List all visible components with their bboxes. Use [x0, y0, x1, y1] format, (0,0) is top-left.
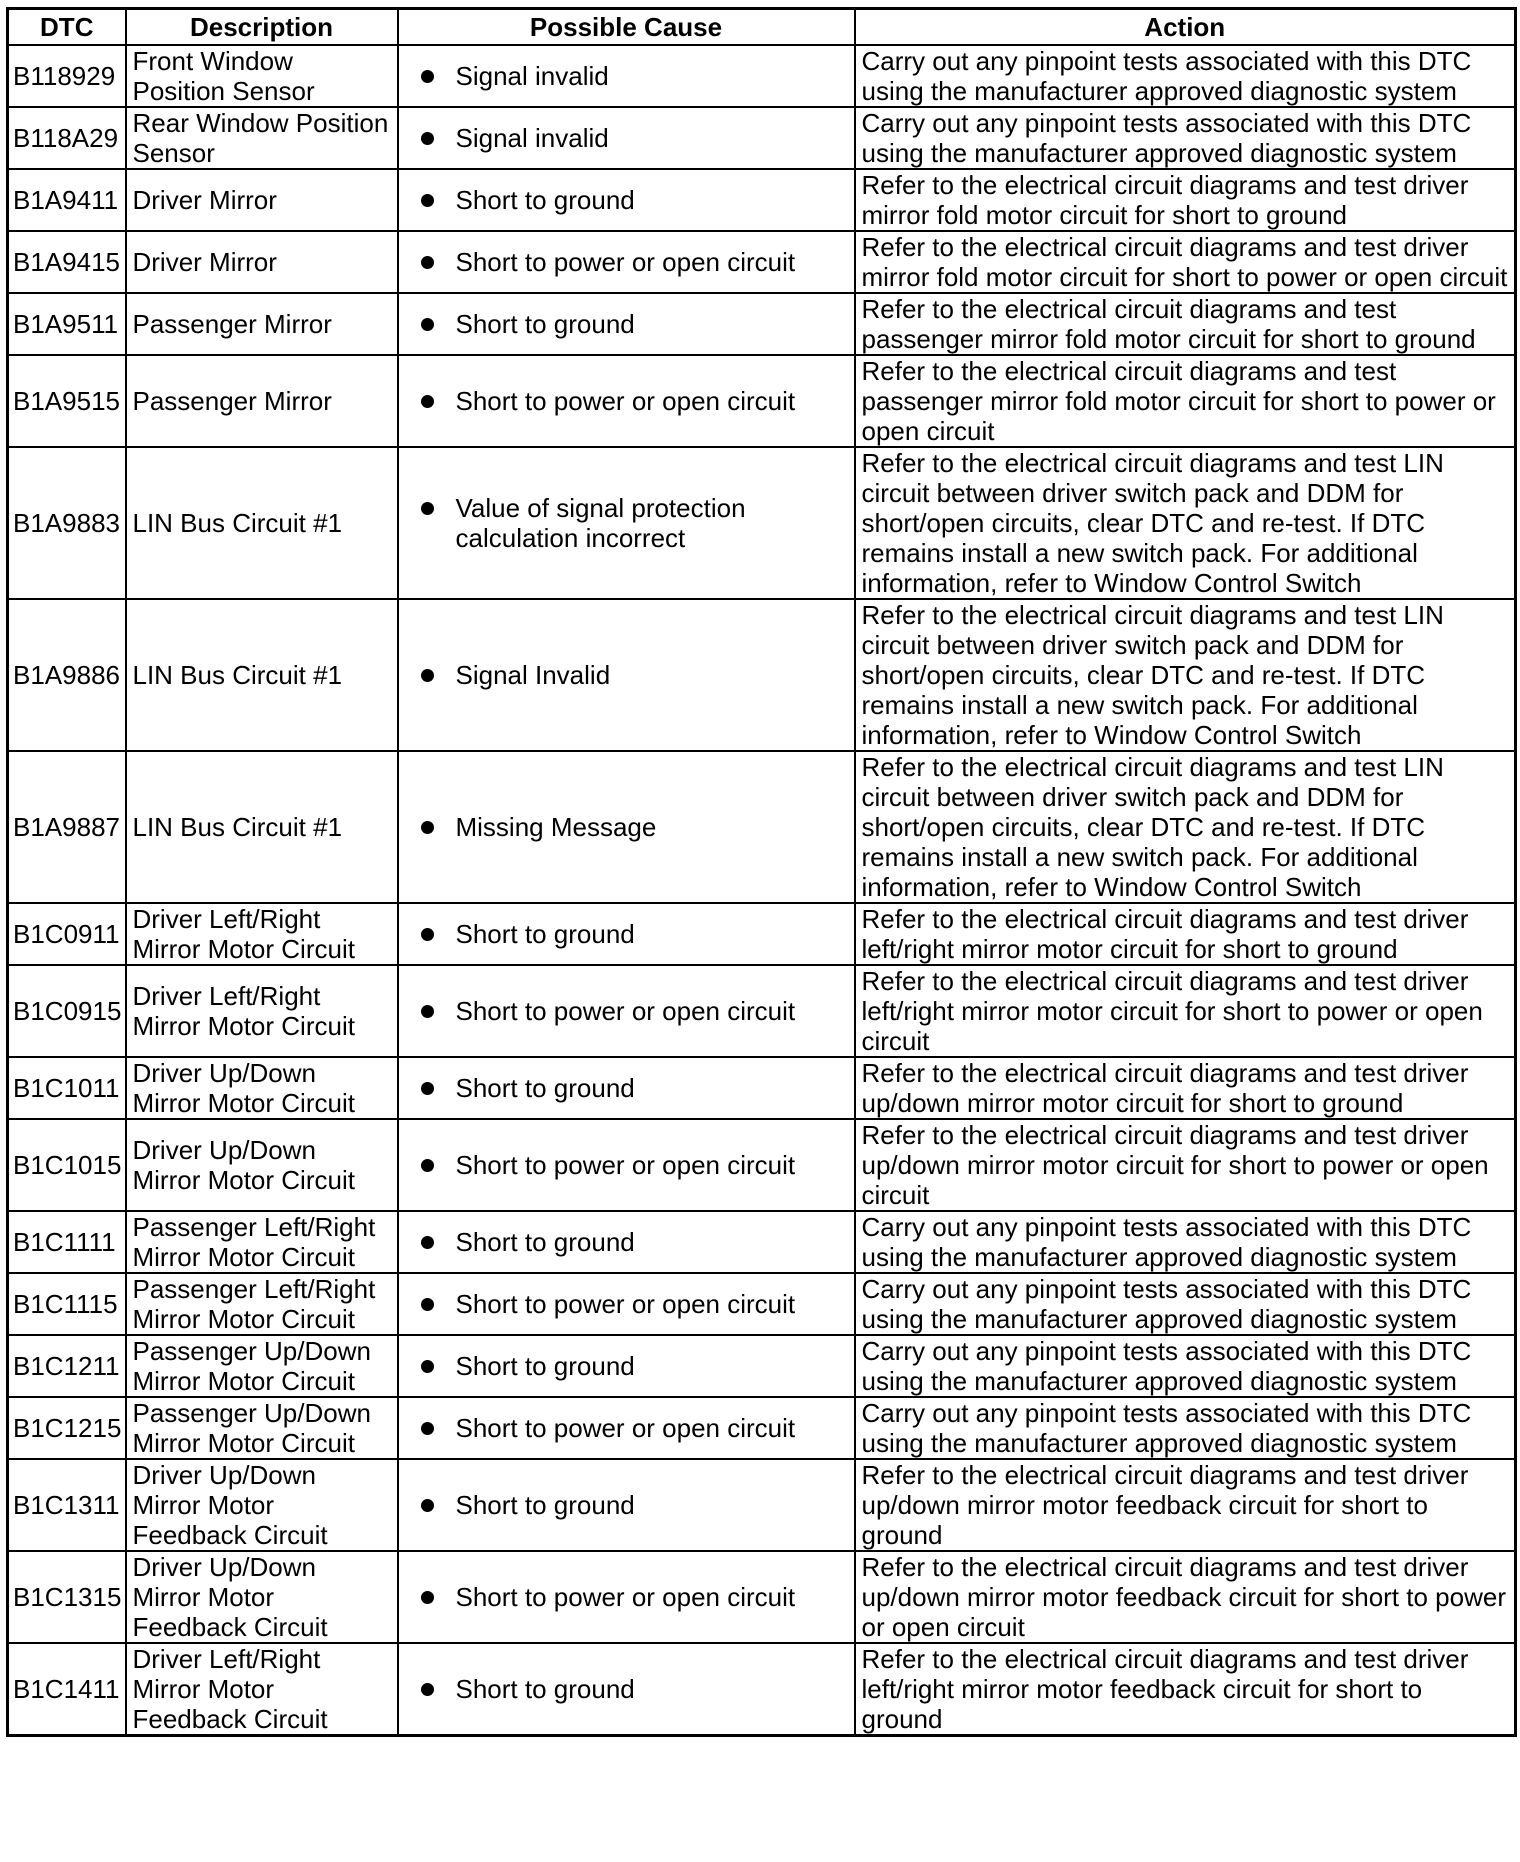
dtc-description: Driver Mirror — [126, 231, 398, 293]
table-row — [8, 45, 1516, 107]
dtc-action: Carry out any pinpoint tests associated with this DTC using the manufacturer approved diagnostic system — [855, 1397, 1516, 1459]
dtc-code: B1A9883 — [8, 447, 126, 599]
cause-bullet-item — [421, 1351, 848, 1381]
possible-cause-text: Short to power or open circuit — [455, 1150, 796, 1180]
table-row — [8, 1211, 1516, 1273]
dtc-code: B1A9415 — [8, 231, 126, 293]
possible-cause-cell — [398, 293, 855, 355]
bullet-icon — [421, 1683, 434, 1696]
cause-bullet-item — [421, 386, 848, 416]
possible-cause-cell — [398, 1119, 855, 1211]
possible-cause-cell — [398, 1273, 855, 1335]
possible-cause-cell — [398, 355, 855, 447]
dtc-action: Carry out any pinpoint tests associated with this DTC using the manufacturer approved diagnostic system — [855, 1273, 1516, 1335]
table-row — [8, 447, 1516, 599]
dtc-code: B1A9515 — [8, 355, 126, 447]
table-row — [8, 1643, 1516, 1736]
dtc-action: Refer to the electrical circuit diagrams and test driver up/down mirror motor feedback circuit for short to ground — [855, 1459, 1516, 1551]
table-row — [8, 169, 1516, 231]
cause-bullet-item — [421, 1150, 848, 1180]
possible-cause-cell — [398, 1335, 855, 1397]
dtc-action: Carry out any pinpoint tests associated with this DTC using the manufacturer approved diagnostic system — [855, 1335, 1516, 1397]
table-row — [8, 1057, 1516, 1119]
dtc-action: Refer to the electrical circuit diagrams and test passenger mirror fold motor circuit for short to ground — [855, 293, 1516, 355]
table-header-row — [8, 9, 1516, 46]
possible-cause-text: Short to ground — [455, 1351, 635, 1381]
dtc-description: Passenger Mirror — [126, 355, 398, 447]
table-row — [8, 751, 1516, 903]
cause-bullet-item — [421, 996, 848, 1026]
bullet-icon — [421, 194, 434, 207]
cause-bullet-item — [421, 919, 848, 949]
bullet-icon — [421, 928, 434, 941]
cause-bullet-item — [421, 1413, 848, 1443]
possible-cause-text: Short to ground — [455, 1490, 635, 1520]
dtc-code: B118929 — [8, 45, 126, 107]
dtc-action: Refer to the electrical circuit diagrams and test driver left/right mirror motor feedback circuit for short to ground — [855, 1643, 1516, 1736]
dtc-table-container — [6, 7, 1517, 1737]
bullet-icon — [421, 1591, 434, 1604]
dtc-table — [6, 7, 1517, 1737]
possible-cause-text: Missing Message — [455, 812, 657, 842]
possible-cause-text: Short to power or open circuit — [455, 247, 796, 277]
dtc-code: B1A9887 — [8, 751, 126, 903]
cause-bullet-item — [421, 660, 848, 690]
possible-cause-text: Signal invalid — [455, 123, 609, 153]
possible-cause-cell — [398, 1551, 855, 1643]
possible-cause-cell — [398, 447, 855, 599]
table-row — [8, 1273, 1516, 1335]
dtc-action: Refer to the electrical circuit diagrams and test driver mirror fold motor circuit for short to power or open circuit — [855, 231, 1516, 293]
dtc-description: Driver Left/Right Mirror Motor Feedback Circuit — [126, 1643, 398, 1736]
possible-cause-cell — [398, 45, 855, 107]
bullet-icon — [421, 1422, 434, 1435]
dtc-action: Carry out any pinpoint tests associated with this DTC using the manufacturer approved diagnostic system — [855, 1211, 1516, 1273]
dtc-description: Front Window Position Sensor — [126, 45, 398, 107]
bullet-icon — [421, 1005, 434, 1018]
cause-bullet-item — [421, 1674, 848, 1704]
dtc-description: Driver Up/Down Mirror Motor Feedback Circuit — [126, 1551, 398, 1643]
bullet-icon — [421, 821, 434, 834]
dtc-code: B1C1211 — [8, 1335, 126, 1397]
bullet-icon — [421, 1236, 434, 1249]
cause-bullet-item — [421, 247, 848, 277]
dtc-description: Driver Up/Down Mirror Motor Feedback Circuit — [126, 1459, 398, 1551]
possible-cause-text: Short to ground — [455, 309, 635, 339]
dtc-description: Passenger Left/Right Mirror Motor Circuit — [126, 1273, 398, 1335]
possible-cause-text: Short to power or open circuit — [455, 1582, 796, 1612]
dtc-code: B1C1311 — [8, 1459, 126, 1551]
cause-bullet-item — [421, 493, 848, 553]
dtc-action: Refer to the electrical circuit diagrams and test driver up/down mirror motor feedback circuit for short to power or open circuit — [855, 1551, 1516, 1643]
bullet-icon — [421, 70, 434, 83]
dtc-code: B1A9886 — [8, 599, 126, 751]
header-action: Action — [855, 9, 1516, 46]
dtc-description: Driver Left/Right Mirror Motor Circuit — [126, 903, 398, 965]
possible-cause-text: Short to power or open circuit — [455, 1289, 796, 1319]
cause-bullet-item — [421, 61, 848, 91]
dtc-description: LIN Bus Circuit #1 — [126, 447, 398, 599]
cause-bullet-item — [421, 123, 848, 153]
dtc-description: LIN Bus Circuit #1 — [126, 751, 398, 903]
dtc-code: B1A9511 — [8, 293, 126, 355]
dtc-action: Carry out any pinpoint tests associated with this DTC using the manufacturer approved diagnostic system — [855, 45, 1516, 107]
cause-bullet-item — [421, 812, 848, 842]
dtc-action: Refer to the electrical circuit diagrams and test driver left/right mirror motor circuit for short to ground — [855, 903, 1516, 965]
dtc-action: Refer to the electrical circuit diagrams and test LIN circuit between driver switch pack and DDM for short/open circuits, clear DTC and re-test. If DTC remains install a new switch pack. For additional information, refer to Window Control Switch — [855, 447, 1516, 599]
bullet-icon — [421, 318, 434, 331]
possible-cause-text: Short to ground — [455, 919, 635, 949]
dtc-action: Refer to the electrical circuit diagrams and test driver left/right mirror motor circuit for short to power or open circuit — [855, 965, 1516, 1057]
table-row — [8, 1551, 1516, 1643]
dtc-code: B1C0911 — [8, 903, 126, 965]
dtc-code: B118A29 — [8, 107, 126, 169]
possible-cause-cell — [398, 965, 855, 1057]
header-description: Description — [126, 9, 398, 46]
dtc-action: Refer to the electrical circuit diagrams and test LIN circuit between driver switch pack and DDM for short/open circuits, clear DTC and re-test. If DTC remains install a new switch pack. For additional information, refer to Window Control Switch — [855, 599, 1516, 751]
possible-cause-text: Short to ground — [455, 185, 635, 215]
table-row — [8, 107, 1516, 169]
dtc-code: B1C1111 — [8, 1211, 126, 1273]
possible-cause-text: Short to power or open circuit — [455, 386, 796, 416]
table-row — [8, 599, 1516, 751]
bullet-icon — [421, 1159, 434, 1172]
bullet-icon — [421, 1360, 434, 1373]
cause-bullet-item — [421, 1582, 848, 1612]
table-row — [8, 1119, 1516, 1211]
possible-cause-cell — [398, 599, 855, 751]
possible-cause-text: Value of signal protection calculation incorrect — [455, 493, 746, 553]
dtc-code: B1C0915 — [8, 965, 126, 1057]
dtc-description: Driver Up/Down Mirror Motor Circuit — [126, 1057, 398, 1119]
header-possible-cause: Possible Cause — [398, 9, 855, 46]
dtc-code: B1C1215 — [8, 1397, 126, 1459]
dtc-action: Refer to the electrical circuit diagrams and test passenger mirror fold motor circuit for short to power or open circuit — [855, 355, 1516, 447]
possible-cause-text: Short to ground — [455, 1227, 635, 1257]
bullet-icon — [421, 502, 434, 515]
dtc-action: Carry out any pinpoint tests associated with this DTC using the manufacturer approved diagnostic system — [855, 107, 1516, 169]
dtc-action: Refer to the electrical circuit diagrams and test driver up/down mirror motor circuit for short to power or open circuit — [855, 1119, 1516, 1211]
possible-cause-text: Short to ground — [455, 1674, 635, 1704]
possible-cause-text: Signal invalid — [455, 61, 609, 91]
dtc-description: LIN Bus Circuit #1 — [126, 599, 398, 751]
possible-cause-cell — [398, 751, 855, 903]
bullet-icon — [421, 1082, 434, 1095]
possible-cause-cell — [398, 107, 855, 169]
cause-bullet-item — [421, 1227, 848, 1257]
bullet-icon — [421, 395, 434, 408]
dtc-action: Refer to the electrical circuit diagrams and test driver mirror fold motor circuit for short to ground — [855, 169, 1516, 231]
bullet-icon — [421, 1499, 434, 1512]
bullet-icon — [421, 256, 434, 269]
dtc-description: Passenger Up/Down Mirror Motor Circuit — [126, 1335, 398, 1397]
possible-cause-cell — [398, 1057, 855, 1119]
header-dtc: DTC — [8, 9, 126, 46]
table-row — [8, 231, 1516, 293]
cause-bullet-item — [421, 1289, 848, 1319]
bullet-icon — [421, 669, 434, 682]
cause-bullet-item — [421, 1073, 848, 1103]
dtc-description: Driver Up/Down Mirror Motor Circuit — [126, 1119, 398, 1211]
possible-cause-cell — [398, 903, 855, 965]
table-row — [8, 903, 1516, 965]
bullet-icon — [421, 1298, 434, 1311]
cause-bullet-item — [421, 309, 848, 339]
possible-cause-text: Signal Invalid — [455, 660, 611, 690]
possible-cause-cell — [398, 1211, 855, 1273]
possible-cause-text: Short to power or open circuit — [455, 996, 796, 1026]
table-row — [8, 1397, 1516, 1459]
dtc-code: B1C1115 — [8, 1273, 126, 1335]
dtc-code: B1A9411 — [8, 169, 126, 231]
cause-bullet-item — [421, 185, 848, 215]
table-row — [8, 965, 1516, 1057]
dtc-description: Driver Mirror — [126, 169, 398, 231]
possible-cause-text: Short to power or open circuit — [455, 1413, 796, 1443]
possible-cause-text: Short to ground — [455, 1073, 635, 1103]
dtc-code: B1C1015 — [8, 1119, 126, 1211]
dtc-action: Refer to the electrical circuit diagrams and test driver up/down mirror motor circuit for short to ground — [855, 1057, 1516, 1119]
table-body — [8, 45, 1516, 1736]
dtc-description: Passenger Up/Down Mirror Motor Circuit — [126, 1397, 398, 1459]
dtc-description: Driver Left/Right Mirror Motor Circuit — [126, 965, 398, 1057]
dtc-description: Rear Window Position Sensor — [126, 107, 398, 169]
table-row — [8, 293, 1516, 355]
table-row — [8, 355, 1516, 447]
bullet-icon — [421, 132, 434, 145]
dtc-code: B1C1011 — [8, 1057, 126, 1119]
cause-bullet-item — [421, 1490, 848, 1520]
possible-cause-cell — [398, 1643, 855, 1736]
dtc-description: Passenger Mirror — [126, 293, 398, 355]
possible-cause-cell — [398, 1397, 855, 1459]
dtc-action: Refer to the electrical circuit diagrams and test LIN circuit between driver switch pack and DDM for short/open circuits, clear DTC and re-test. If DTC remains install a new switch pack. For additional information, refer to Window Control Switch — [855, 751, 1516, 903]
dtc-description: Passenger Left/Right Mirror Motor Circuit — [126, 1211, 398, 1273]
possible-cause-cell — [398, 1459, 855, 1551]
possible-cause-cell — [398, 231, 855, 293]
dtc-code: B1C1315 — [8, 1551, 126, 1643]
table-row — [8, 1459, 1516, 1551]
dtc-code: B1C1411 — [8, 1643, 126, 1736]
table-row — [8, 1335, 1516, 1397]
possible-cause-cell — [398, 169, 855, 231]
